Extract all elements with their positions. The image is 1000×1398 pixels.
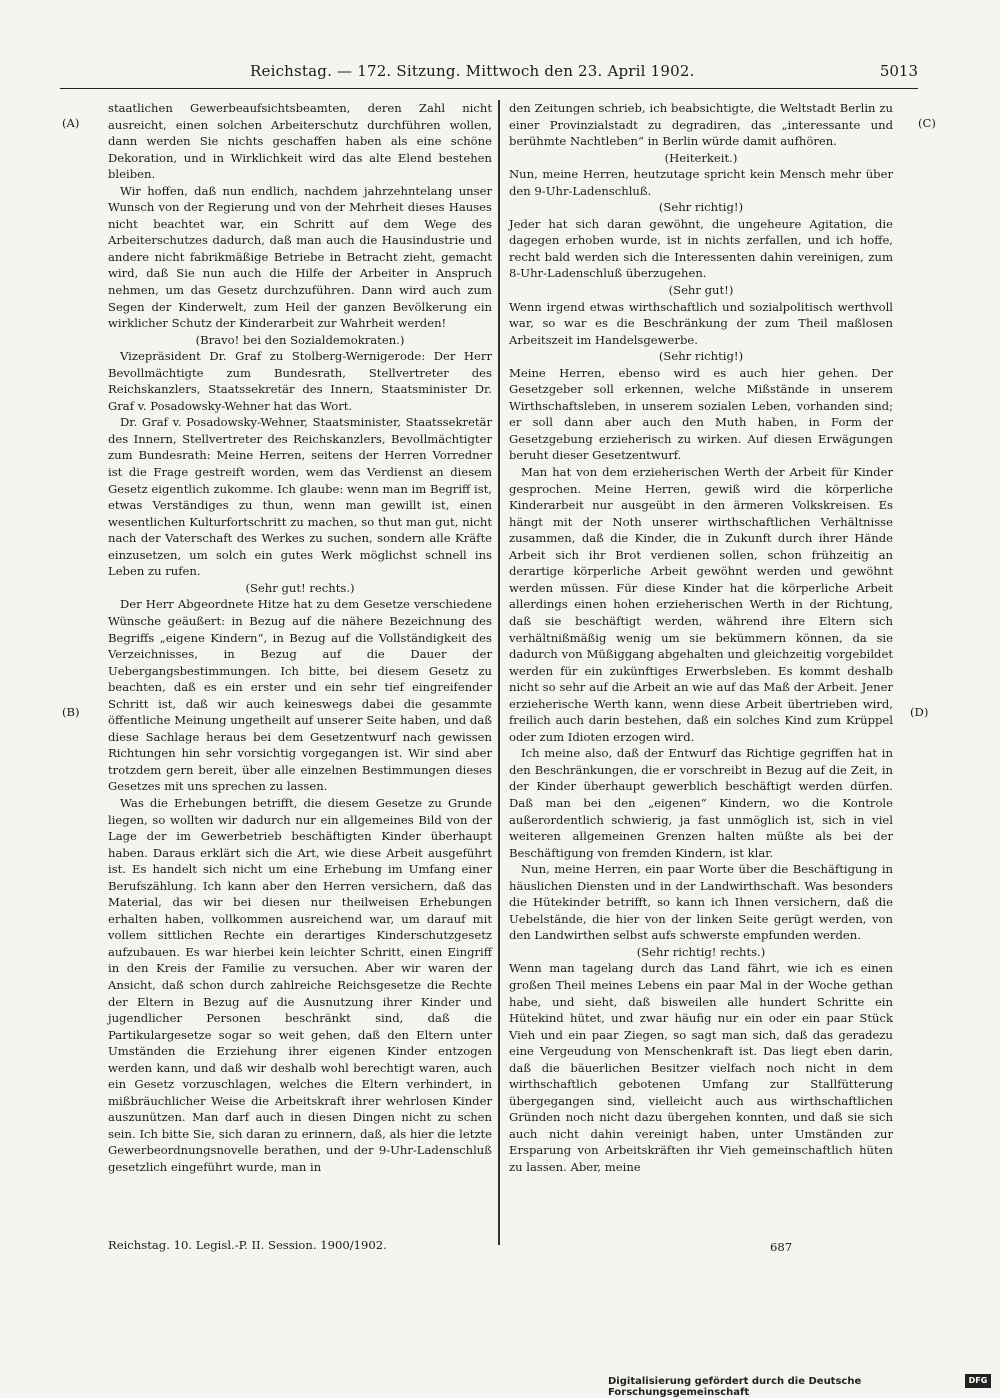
interjection: (Heiterkeit.) bbox=[664, 150, 738, 165]
page-number: 5013 bbox=[879, 62, 918, 80]
footer-reference: Reichstag. 10. Legisl.-P. II. Session. 1900/1902. bbox=[108, 1238, 387, 1252]
right-column bbox=[509, 100, 893, 1176]
paragraph: Nun, meine Herren, ein paar Worte über die Beschäftigung in häuslichen Diensten und in der Landwirthschaft. Was besonders die Hütekinder betrifft, so kann ich Ihnen versichern, daß die Uebelstände, die hier von der linken Seite gerügt werden, von den Landwirthen selbst aufs schwerste empfunden werden. bbox=[509, 862, 893, 943]
paragraph: staatlichen Gewerbeaufsichtsbeamten, deren Zahl nicht ausreicht, einen solchen Arbeiterschutz durchführen wollen, dann werden Sie nichts geschaffen haben als eine schöne Dekoration, und in Wirklichkeit wird das alte Elend bestehen bleiben. bbox=[108, 101, 492, 182]
paragraph: Der Herr Abgeordnete Hitze hat zu dem Gesetze verschiedene Wünsche geäußert: in Bezug auf die nähere Bezeichnung des Begriffs „eigene Kindern“, in Bezug auf die Vollständigkeit des Verzeichnisses, in Bezug auf die Dauer der Uebergangsbestimmungen. Ich bitte, bei diesem Gesetz zu beachten, daß es ein erster und ein sehr tief eingreifender Schritt ist, daß wir auch keineswegs dabei die gesammte öffentliche Meinung ungetheilt auf unserer Seite haben, und daß diese Sachlage heraus bei dem Gesetzentwurf nach gewissen Richtungen hin sehr vorsichtig vorgegangen ist. Wir sind aber trotzdem gern bereit, über alle einzelnen Bestimmungen dieses Gesetzes mit uns sprechen zu lassen. bbox=[108, 597, 492, 794]
interjection: (Sehr gut! rechts.) bbox=[245, 580, 355, 595]
paragraph: Was die Erhebungen betrifft, die diesem Gesetze zu Grunde liegen, so wollten wir dadurch nur ein allgemeines Bild von der Lage der im Gewerbetrieb beschäftigten Kinder überhaupt haben. Daraus erklärt sich die Art, wie diese Arbeit ausgeführt ist. Es handelt sich nicht um eine Erhebung im Umfang einer Berufszählung. Ich kann aber den Herren versichern, daß das Material, das wir bei diesen nur theilweisen Erhebungen erhalten haben, vollkommen ausreichend war, um darauf mit vollem sittlichen Rechte ein derartiges Kinderschutzgesetz aufzubauen. Es war hierbei kein leichter Schritt, einen Eingriff in den Kreis der Familie zu versuchen. Aber wir waren der Ansicht, daß schon durch zahlreiche Reichsgesetze die Rechte der Eltern in Bezug auf die Ausnutzung ihrer Kinder und jugendlicher Personen beschränkt sind, daß die Partikulargesetze sogar so weit gehen, daß den Eltern unter Umständen die Erziehung ihrer eigenen Kinder entzogen werden kann, und daß wir deshalb wohl berechtigt waren, auch ein Gesetz vorzuschlagen, welches die Eltern verhindert, in mißbräuchlicher Weise die Arbeitskraft ihrer wehrlosen Kinder auszunützen. Man darf auch in diesen Dingen nicht zu schen sein. Ich bitte Sie, sich daran zu erinnern, daß, als hier die letzte Gewerbeordnungsnovelle berathen, und der 9-Uhr-Ladenschluß gesetzlich eingeführt wurde, man in bbox=[108, 795, 492, 1174]
dfg-logo: DFG bbox=[965, 1374, 991, 1388]
dfg-credit: Digitalisierung gefördert durch die Deutsche Forschungsgemeinschaft bbox=[608, 1376, 862, 1398]
paragraph: Wenn man tagelang durch das Land fährt, wie ich es einen großen Theil meines Lebens ein paar Mal in der Woche gethan habe, und sieht, daß bisweilen alle hundert Schritte ein Hütekind hütet, und zwar häufig nur ein oder ein paar Stück Vieh und ein paar Ziegen, so sagt man sich, daß das geradezu eine Vergeudung von Menschenkraft ist. Das liegt eben darin, daß die bäuerlichen Besitzer vielfach noch nicht in dem wirthschaftlich gebotenen Umfang zur Stallfütterung übergegangen sind, vielleicht auch aus wirthschaftlichen Gründen noch nicht dazu übergehen konnten, und daß sie sich auch nicht dahin vereinigt haben, unter Umständen zur Ersparung von Arbeitskräften ihr Vieh gemeinschaftlich hüten zu lassen. Aber, meine bbox=[509, 961, 893, 1174]
paragraph: Ich meine also, daß der Entwurf das Richtige gegriffen hat in den Beschränkungen, die er vorschreibt in Bezug auf die Zeit, in der Kinder überhaupt gewerblich beschäftigt werden dürfen. Daß man bei den „eigenen“ Kindern, wo die Kontrole außerordentlich schwierig, ja fast unmöglich ist, sich in viel weiteren allgemeinen Grenzen halten müßte als bei der Beschäftigung von fremden Kindern, ist klar. bbox=[509, 746, 893, 860]
header-title: Reichstag. — 172. Sitzung. Mittwoch den 23. April 1902. bbox=[250, 62, 695, 80]
paragraph: Dr. Graf v. Posadowsky-Wehner, Staatsminister, Staatssekretär des Innern, Stellvertreter des Reichskanzlers, Bevollmächtigter zum Bundesrath: Meine Herren, seitens der Herren Vorredner ist die Frage gestreift worden, wem das Verdienst an diesem Gesetz eigentlich zukomme. Ich glaube: wenn man im Begriff ist, etwas Verständiges zu thun, wenn man gewillt ist, einen wesentlichen Kulturfortschritt zu machen, so thut man gut, nicht nach der Vaterschaft des Werkes zu suchen, sondern alle Kräfte einzusetzen, um solch ein gutes Werk möglichst schnell ins Leben zu rufen. bbox=[108, 415, 492, 579]
column-divider bbox=[498, 100, 500, 1245]
paragraph: Wir hoffen, daß nun endlich, nachdem jahrzehntelang unser Wunsch von der Regierung und von der Mehrheit dieses Hauses nicht beachtet war, ein Schritt auf dem Wege des Arbeiterschutzes dadurch, daß man auch die Hausindustrie und andere nicht fabrikmäßige Betriebe in Betracht zieht, gemacht wird, daß Sie nun auch die Hilfe der Arbeiter in Anspruch nehmen, um das Gesetz durchzuführen. Dann wird auch zum Segen der Kinderwelt, zum Heil der ganzen Bevölkerung ein wirklicher Schutz der Kinderarbeit zur Wahrheit werden! bbox=[108, 183, 492, 331]
paragraph: Meine Herren, ebenso wird es auch hier gehen. Der Gesetzgeber soll erkennen, welche Mißstände in unserem Wirthschaftsleben, in unserem sozialen Leben, vorhanden sind; er soll dann aber auch den Muth haben, in Form der Gesetzgebung erzieherisch zu wirken. Auf diesen Erwägungen beruht dieser Gesetzentwurf. bbox=[509, 365, 893, 463]
margin-mark-d: (D) bbox=[910, 705, 929, 719]
signature-mark: 687 bbox=[770, 1240, 793, 1254]
interjection: (Sehr richtig!) bbox=[658, 200, 744, 215]
paragraph: Wenn irgend etwas wirthschaftlich und sozialpolitisch werthvoll war, so war es die Beschränkung der zum Theil maßlosen Arbeitszeit im Handelsgewerbe. bbox=[509, 299, 893, 347]
interjection: (Bravo! bei den Sozialdemokraten.) bbox=[195, 332, 405, 347]
margin-mark-c: (C) bbox=[918, 116, 936, 130]
running-header bbox=[60, 62, 918, 89]
paragraph: Nun, meine Herren, heutzutage spricht kein Mensch mehr über den 9-Uhr-Ladenschluß. bbox=[509, 167, 893, 198]
left-column bbox=[108, 100, 492, 1176]
interjection: (Sehr gut!) bbox=[668, 283, 734, 298]
interjection: (Sehr richtig! rechts.) bbox=[636, 944, 766, 959]
interjection: (Sehr richtig!) bbox=[658, 349, 744, 364]
paragraph: Man hat von dem erzieherischen Werth der Arbeit für Kinder gesprochen. Meine Herren, gewiß wird die körperliche Kinderarbeit nur ausgeübt in den ärmeren Volkskreisen. Es hängt mit der Noth unserer wirthschaftlichen Verhältnisse zusammen, daß die Kinder, die in Zukunft durch ihrer Hände Arbeit sich ihr Brot verdienen sollen, schon frühzeitig an derartige körperliche Arbeit gewöhnt werden und gewöhnt werden müssen. Für diese Kinder hat die körperliche Arbeit allerdings einen hohen erzieherischen Werth in der Richtung, daß sie beschäftigt werden, während ihre Eltern sich verhältnißmäßig wenig um sie bekümmern können, da sie dadurch von Müßiggang abgehalten und gleichzeitig vorgebildet werden für ein zukünftiges Erwerbsleben. Es kommt deshalb nicht so sehr auf die Arbeit an wie auf das Maß der Arbeit. Jener erzieherische Werth kann, wenn diese Arbeit übertrieben wird, freilich auch darin bestehen, daß ein solches Kind zum Krüppel oder zum Idioten erzogen wird. bbox=[509, 465, 893, 744]
paragraph: Jeder hat sich daran gewöhnt, die ungeheure Agitation, die dagegen erhoben wurde, ist in nichts zerfallen, und ich hoffe, recht bald werden sich die Interessenten dahin vereinigen, zum 8-Uhr-Ladenschluß überzugehen. bbox=[509, 216, 893, 281]
paragraph: den Zeitungen schrieb, ich beabsichtigte, die Weltstadt Berlin zu einer Provinzialstadt zu degradiren, das „interessante und berühmte Nachtleben“ in Berlin würde damit aufhören. bbox=[509, 101, 893, 149]
margin-mark-b: (B) bbox=[62, 705, 80, 719]
paragraph: Vizepräsident Dr. Graf zu Stolberg-Wernigerode: Der Herr Bevollmächtigte zum Bundesrath, Stellvertreter des Reichskanzlers, Staatssekretär des Innern, Staatsminister Dr. Graf v. Posadowsky-Wehner hat das Wort. bbox=[108, 349, 492, 413]
margin-mark-a: (A) bbox=[62, 116, 80, 130]
